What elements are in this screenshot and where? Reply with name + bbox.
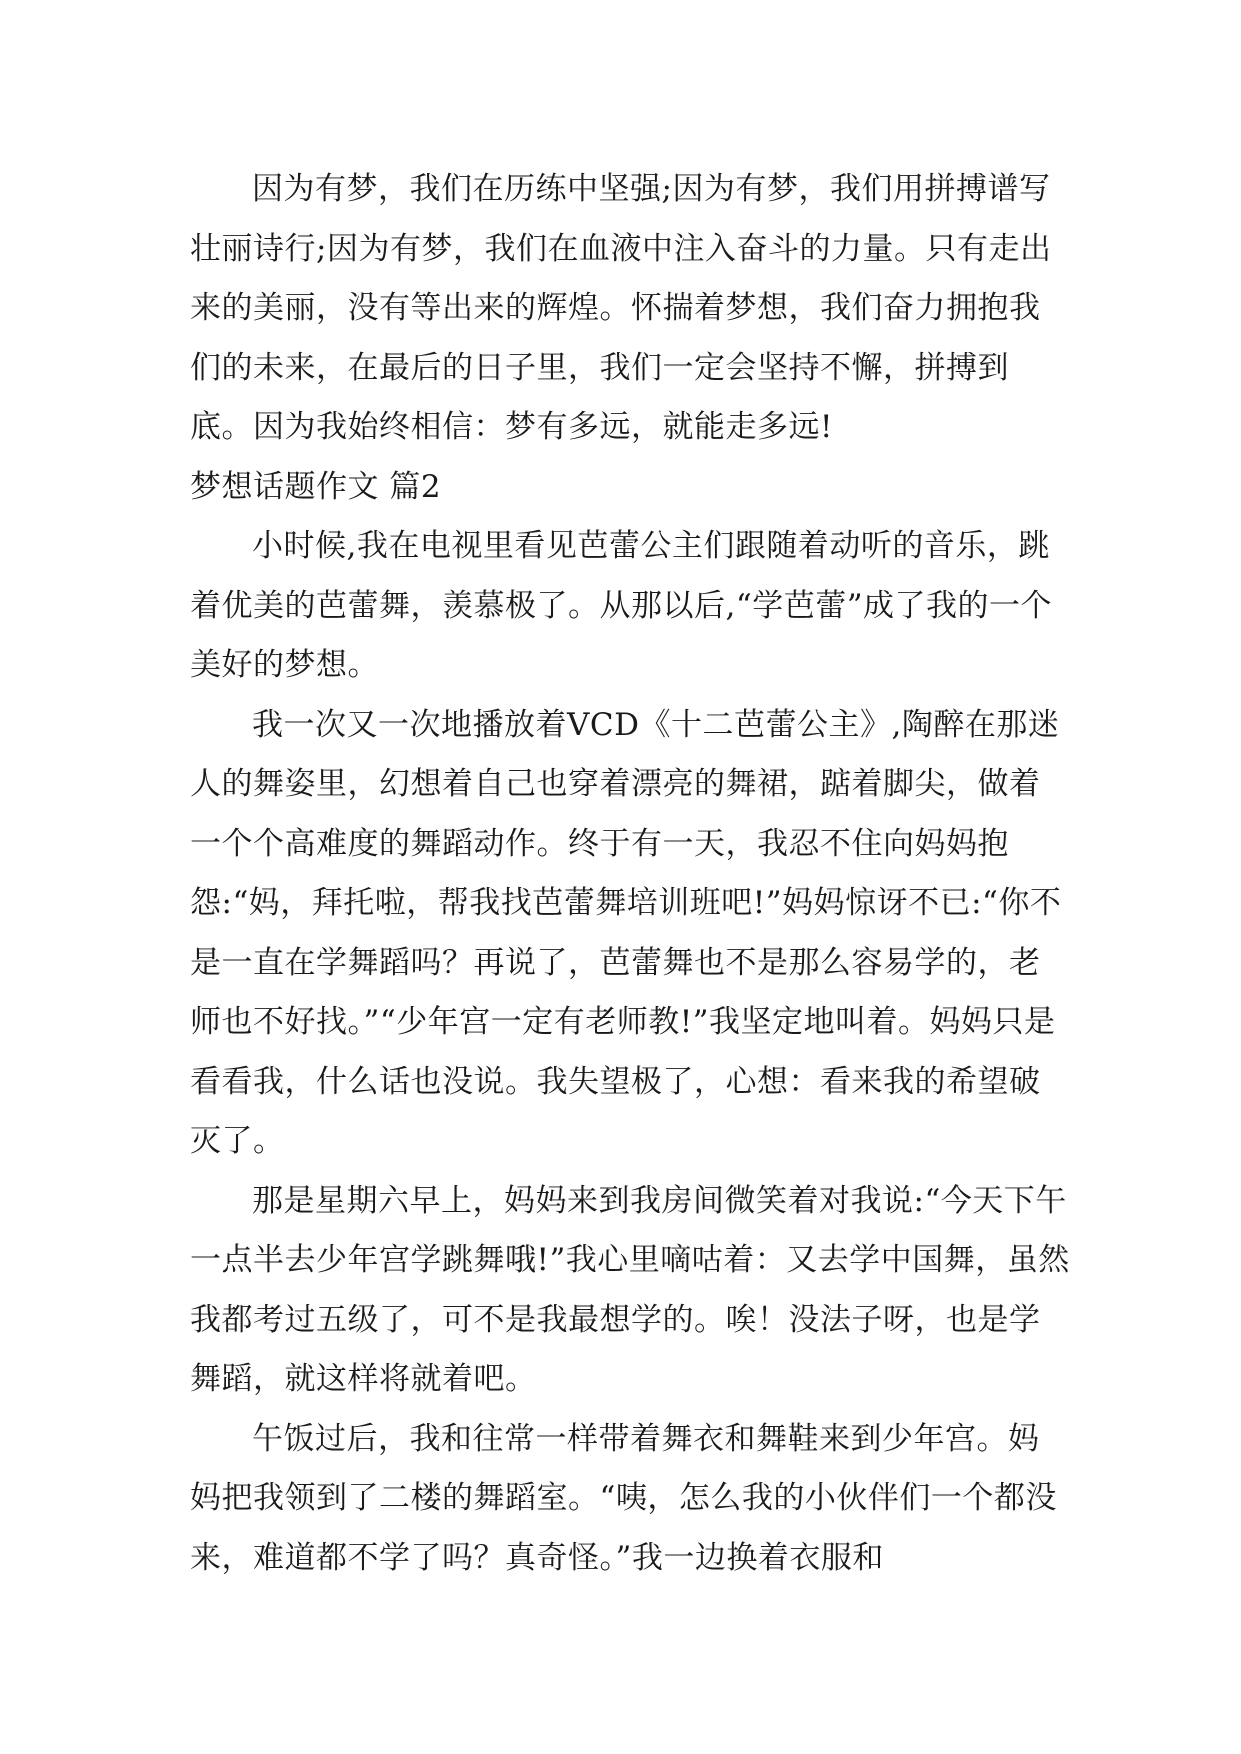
paragraph-1: 因为有梦，我们在历练中坚强;因为有梦，我们用拼搏谱写壮丽诗行;因为有梦，我们在血液中注入奋斗的力量。只有走出来的美丽，没有等出来的辉煌。怀揣着梦想，我们奋力拥抱我们的未来，在最后的日子里，我们一定会坚持不懈，拼搏到底。因为我始终相信：梦有多远，就能走多远!	[190, 171, 1052, 445]
section-heading: 梦想话题作文 篇2	[190, 468, 442, 505]
paragraph-4: 那是星期六早上，妈妈来到我房间微笑着对我说:“今天下午一点半去少年宫学跳舞哦!”我心里嘀咕着：又去学中国舞，虽然我都考过五级了，可不是我最想学的。唉！没法子呀，也是学舞蹈，就这样将就着吧。	[190, 1182, 1070, 1397]
paragraph-5: 午饭过后，我和往常一样带着舞衣和舞鞋来到少年宫。妈妈把我领到了二楼的舞蹈室。“咦，怎么我的小伙伴们一个都没来，难道都不学了吗？真奇怪。”我一边换着衣服和	[190, 1420, 1057, 1576]
document-body	[190, 160, 1070, 1588]
paragraph-3: 我一次又一次地播放着VCD《十二芭蕾公主》,陶醉在那迷人的舞姿里，幻想着自己也穿着漂亮的舞裙，踮着脚尖，做着一个个高难度的舞蹈动作。终于有一天，我忍不住向妈妈抱怨:“妈，拜托啦，帮我找芭蕾舞培训班吧!”妈妈惊讶不已:“你不是一直在学舞蹈吗？再说了，芭蕾舞也不是那么容易学的，老师也不好找。”“少年宫一定有老师教!”我坚定地叫着。妈妈只是看看我，什么话也没说。我失望极了，心想：看来我的希望破灭了。	[190, 706, 1062, 1159]
paragraph-2: 小时候,我在电视里看见芭蕾公主们跟随着动听的音乐，跳着优美的芭蕾舞，羡慕极了。从那以后,“学芭蕾”成了我的一个美好的梦想。	[190, 528, 1053, 683]
